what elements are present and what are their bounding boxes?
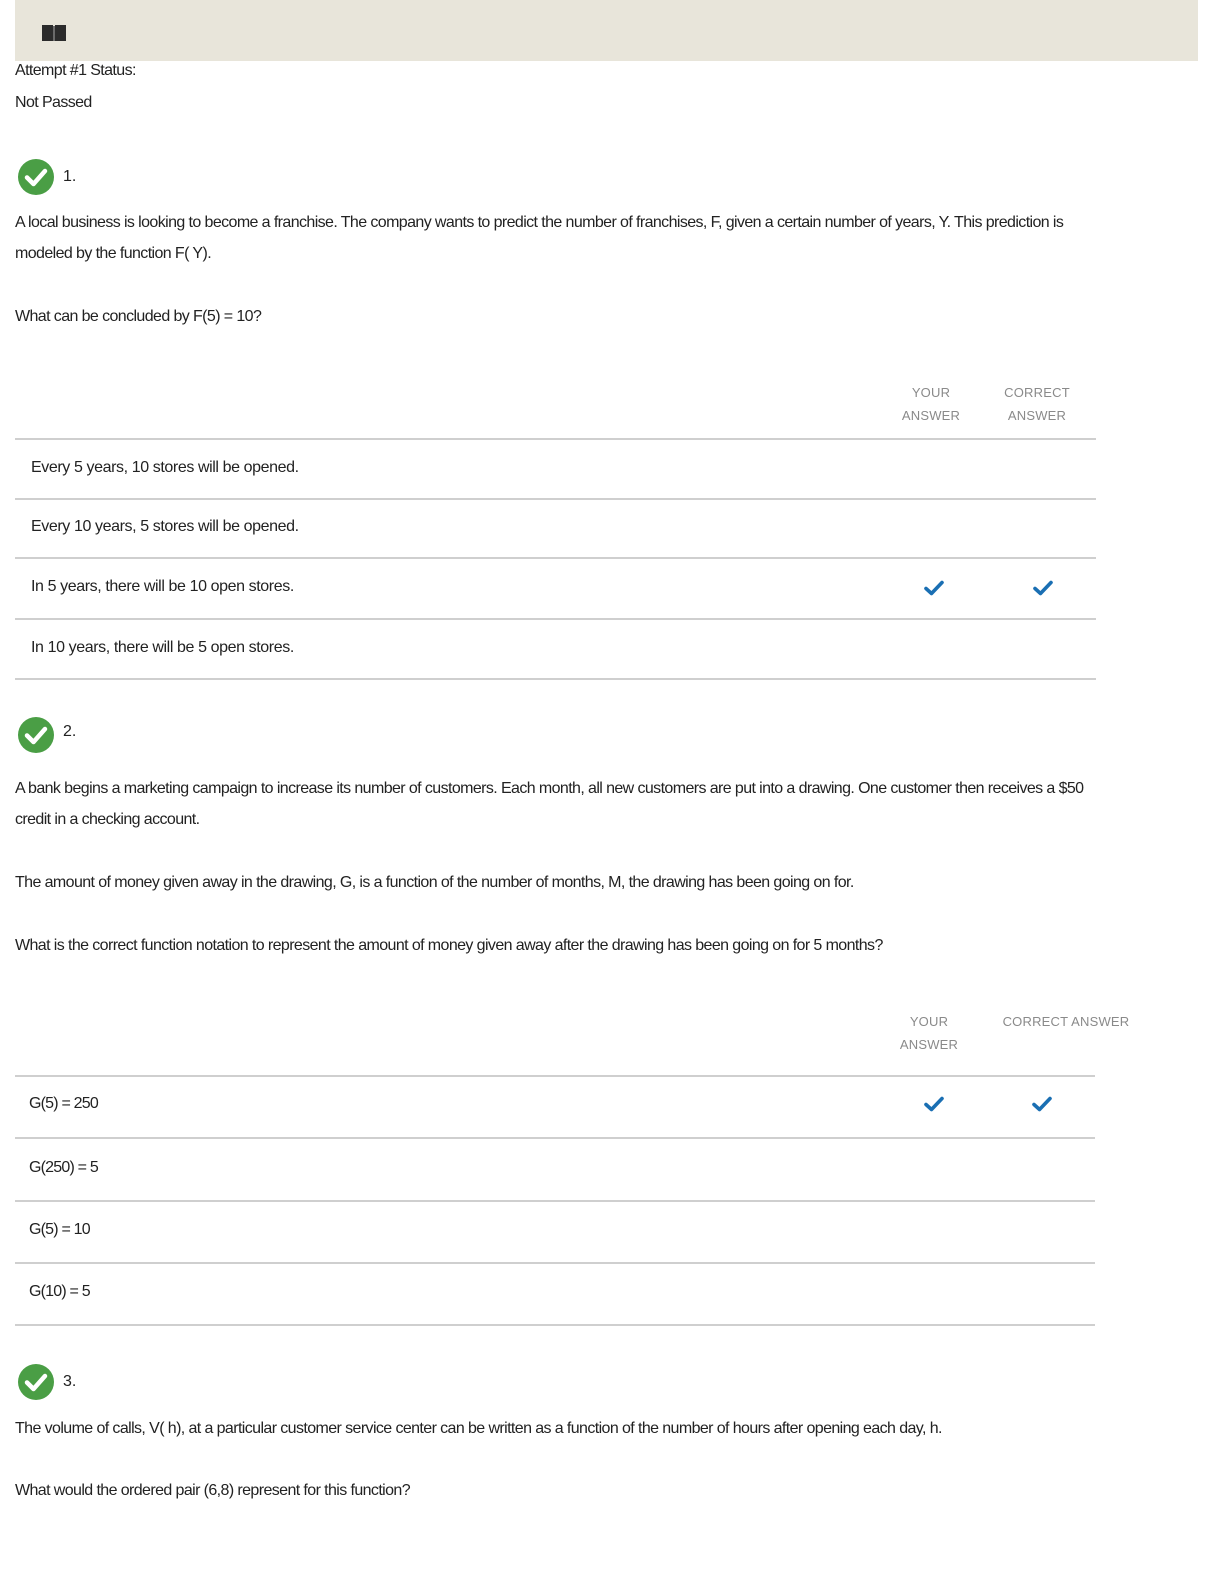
answer-option: G(250) = 5 bbox=[29, 1159, 98, 1176]
attempt-status-label: Attempt #1 Status: bbox=[15, 62, 136, 79]
table-divider bbox=[15, 1324, 1095, 1326]
table-divider bbox=[15, 557, 1096, 559]
question-number: 2. bbox=[63, 723, 77, 740]
correct-answer-header: CORRECT ANSWER bbox=[1002, 1014, 1130, 1029]
table-divider bbox=[15, 1137, 1095, 1139]
correct-badge-icon bbox=[18, 1364, 54, 1400]
your-answer-check-icon bbox=[924, 580, 944, 596]
correct-answer-header: CORRECT ANSWER bbox=[1004, 385, 1070, 423]
table-divider bbox=[15, 1262, 1095, 1264]
table-divider bbox=[15, 1075, 1095, 1077]
answer-option: In 5 years, there will be 10 open stores. bbox=[31, 578, 294, 595]
table-divider bbox=[15, 618, 1096, 620]
your-answer-header: YOUR ANSWER bbox=[899, 1014, 959, 1052]
answer-option: Every 10 years, 5 stores will be opened. bbox=[31, 518, 299, 535]
table-divider bbox=[15, 1200, 1095, 1202]
table-divider bbox=[15, 678, 1096, 680]
answer-option: In 10 years, there will be 5 open stores. bbox=[31, 639, 294, 656]
question-prompt: What can be concluded by F(5) = 10? bbox=[15, 308, 262, 325]
question-prompt: What would the ordered pair (6,8) represent for this function? bbox=[15, 1482, 411, 1499]
answer-option: Every 5 years, 10 stores will be opened. bbox=[31, 459, 299, 476]
your-answer-check-icon bbox=[924, 1096, 944, 1112]
question-number: 3. bbox=[63, 1373, 77, 1390]
correct-answer-check-icon bbox=[1033, 580, 1053, 596]
top-toolbar bbox=[15, 0, 1198, 61]
question-text: A bank begins a marketing campaign to increase its number of customers. Each month, all new customers are put into a drawing. One customer then receives a $50 credit in a checking account. bbox=[15, 780, 1084, 828]
answer-option: G(5) = 10 bbox=[29, 1221, 90, 1238]
answer-option: G(5) = 250 bbox=[29, 1095, 98, 1112]
table-divider bbox=[15, 438, 1096, 440]
correct-answer-check-icon bbox=[1032, 1096, 1052, 1112]
question-text: The amount of money given away in the drawing, G, is a function of the number of months, M, the drawing has been going on for. bbox=[15, 874, 854, 891]
correct-badge-icon bbox=[18, 159, 54, 195]
question-text: A local business is looking to become a franchise. The company wants to predict the number of franchises, F, given a certain number of years, Y. This prediction is modeled by the function F( Y). bbox=[15, 214, 1064, 262]
question-prompt: What is the correct function notation to represent the amount of money given away after the drawing has been going on for 5 months? bbox=[15, 937, 883, 954]
book-icon[interactable] bbox=[41, 24, 67, 42]
question-number: 1. bbox=[63, 168, 77, 185]
answer-option: G(10) = 5 bbox=[29, 1283, 90, 1300]
correct-badge-icon bbox=[18, 717, 54, 753]
attempt-status-value: Not Passed bbox=[15, 94, 92, 111]
question-text: The volume of calls, V( h), at a particular customer service center can be written as a function of the number of hours after opening each day, h. bbox=[15, 1420, 942, 1437]
table-divider bbox=[15, 498, 1096, 500]
your-answer-header: YOUR ANSWER bbox=[901, 385, 961, 423]
